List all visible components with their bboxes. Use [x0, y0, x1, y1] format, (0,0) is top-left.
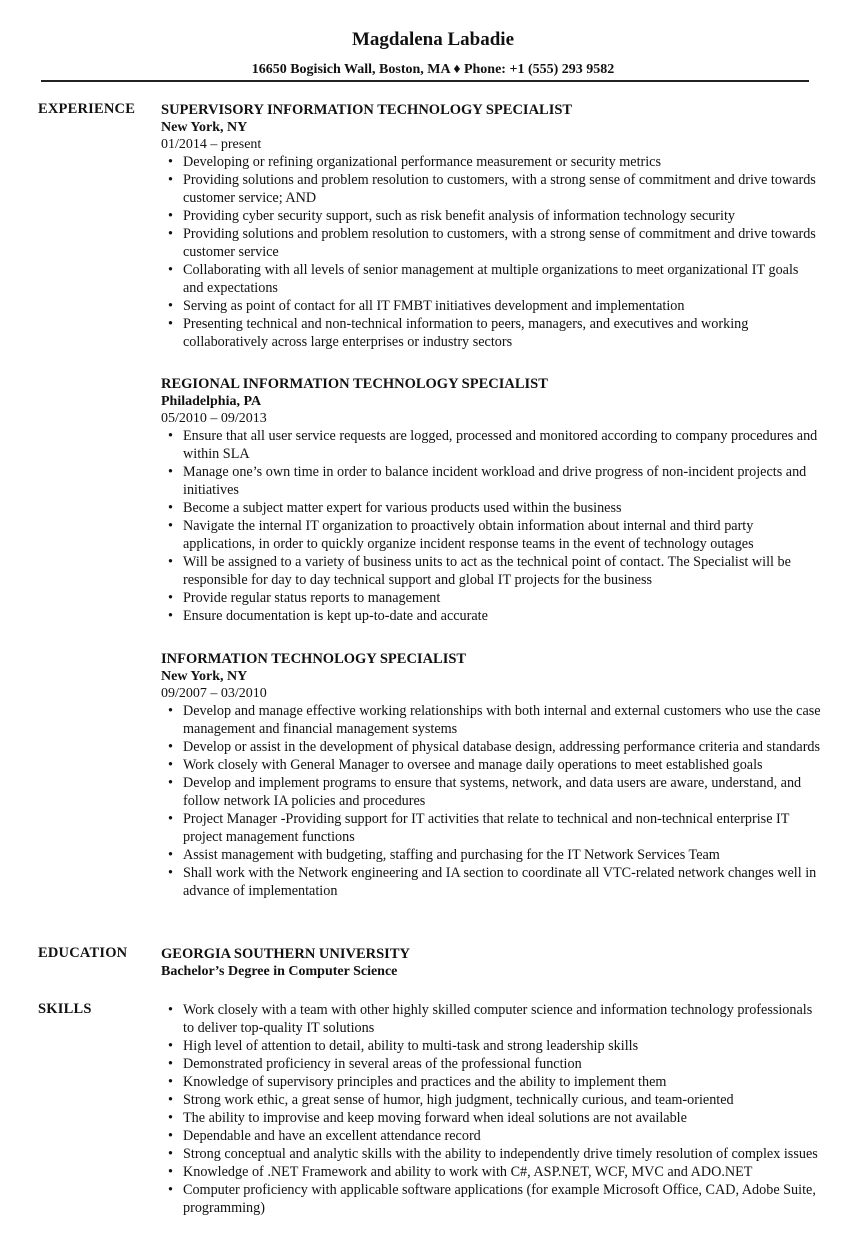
list-item: • Navigate the internal IT organization to proactively obtain information about internal and third party applications, in order to quickly organize incident response teams in the event of technology outages	[161, 517, 821, 553]
list-item: • Assist management with budgeting, staffing and purchasing for the IT Network Services Team	[161, 846, 821, 864]
job-title: INFORMATION TECHNOLOGY SPECIALIST	[161, 651, 467, 667]
list-item: • Will be assigned to a variety of business units to act as the technical point of contact. The Specialist will be responsible for day to day technical support and global IT projects for the business	[161, 553, 821, 589]
list-item: • High level of attention to detail, ability to multi-task and strong leadership skills	[161, 1037, 821, 1055]
list-item: • Demonstrated proficiency in several areas of the professional function	[161, 1055, 821, 1073]
job-dates: 01/2014 – present	[161, 137, 262, 152]
job-bullets	[161, 702, 821, 900]
job-entry	[161, 101, 821, 351]
list-item: • Collaborating with all levels of senior management at multiple organizations to meet organizational IT goals and expectations	[161, 261, 821, 297]
job-bullets	[161, 427, 821, 625]
skills-list	[161, 1001, 821, 1217]
job-location: New York, NY	[161, 669, 248, 684]
job-dates: 05/2010 – 09/2013	[161, 411, 267, 426]
list-item: • Providing solutions and problem resolution to customers, with a strong sense of commitment and drive towards customer service	[161, 225, 821, 261]
degree: Bachelor’s Degree in Computer Science	[161, 964, 398, 979]
list-item: • Work closely with General Manager to oversee and manage daily operations to meet established goals	[161, 756, 821, 774]
resume-header	[0, 28, 866, 79]
job-title: SUPERVISORY INFORMATION TECHNOLOGY SPECIALIST	[161, 102, 573, 118]
candidate-name: Magdalena Labadie	[351, 29, 515, 50]
list-item: • Computer proficiency with applicable software applications (for example Microsoft Office, CAD, Adobe Suite, programming)	[161, 1181, 821, 1217]
list-item: • Developing or refining organizational performance measurement or security metrics	[161, 153, 821, 171]
job-dates: 09/2007 – 03/2010	[161, 686, 267, 701]
header-divider	[41, 80, 809, 82]
list-item: • Project Manager -Providing support for IT activities that relate to technical and non-technical enterprise IT project management functions	[161, 810, 821, 846]
job-bullets	[161, 153, 821, 351]
list-item: • Ensure that all user service requests are logged, processed and monitored according to company procedures and within SLA	[161, 427, 821, 463]
list-item: • Develop or assist in the development of physical database design, addressing performance criteria and standards	[161, 738, 821, 756]
list-item: • Knowledge of .NET Framework and ability to work with C#, ASP.NET, WCF, MVC and ADO.NET	[161, 1163, 821, 1181]
list-item: • Knowledge of supervisory principles and practices and the ability to implement them	[161, 1073, 821, 1091]
section-label-experience: EXPERIENCE	[38, 101, 136, 117]
list-item: • The ability to improvise and keep moving forward when ideal solutions are not available	[161, 1109, 821, 1127]
list-item: • Develop and manage effective working relationships with both internal and external customers who use the case management and financial management systems	[161, 702, 821, 738]
list-item: • Work closely with a team with other highly skilled computer science and information technology professionals to deliver top-quality IT solutions	[161, 1001, 821, 1037]
list-item: • Strong conceptual and analytic skills with the ability to independently drive timely resolution of complex issues	[161, 1145, 821, 1163]
section-label-education: EDUCATION	[38, 945, 128, 961]
list-item: • Shall work with the Network engineering and IA section to coordinate all VTC-related network changes well in advance of implementation	[161, 864, 821, 900]
skills-body	[161, 1001, 821, 1217]
job-title: REGIONAL INFORMATION TECHNOLOGY SPECIALIST	[161, 376, 548, 392]
list-item: • Manage one’s own time in order to balance incident workload and drive progress of non-incident projects and initiatives	[161, 463, 821, 499]
list-item: • Provide regular status reports to management	[161, 589, 821, 607]
education-body	[161, 945, 821, 980]
list-item: • Strong work ethic, a great sense of humor, high judgment, technically curious, and team-oriented	[161, 1091, 821, 1109]
list-item: • Become a subject matter expert for various products used within the business	[161, 499, 821, 517]
list-item: • Ensure documentation is kept up-to-date and accurate	[161, 607, 821, 625]
job-location: New York, NY	[161, 120, 248, 135]
contact-line: 16650 Bogisich Wall, Boston, MA ♦ Phone: +1 (555) 293 9582	[251, 62, 615, 77]
school-name: GEORGIA SOUTHERN UNIVERSITY	[161, 946, 410, 962]
list-item: • Presenting technical and non-technical information to peers, managers, and executives and working collaboratively across large enterprises or industry sectors	[161, 315, 821, 351]
job-entry	[161, 650, 821, 900]
job-entry	[161, 375, 821, 625]
list-item: • Providing cyber security support, such as risk benefit analysis of information technology security	[161, 207, 821, 225]
list-item: • Serving as point of contact for all IT FMBT initiatives development and implementation	[161, 297, 821, 315]
section-label-skills: SKILLS	[38, 1001, 92, 1017]
list-item: • Develop and implement programs to ensure that systems, network, and data users are aware, understand, and follow network IA policies and procedures	[161, 774, 821, 810]
list-item: • Providing solutions and problem resolution to customers, with a strong sense of commitment and drive towards customer service; AND	[161, 171, 821, 207]
list-item: • Dependable and have an excellent attendance record	[161, 1127, 821, 1145]
job-location: Philadelphia, PA	[161, 394, 262, 409]
